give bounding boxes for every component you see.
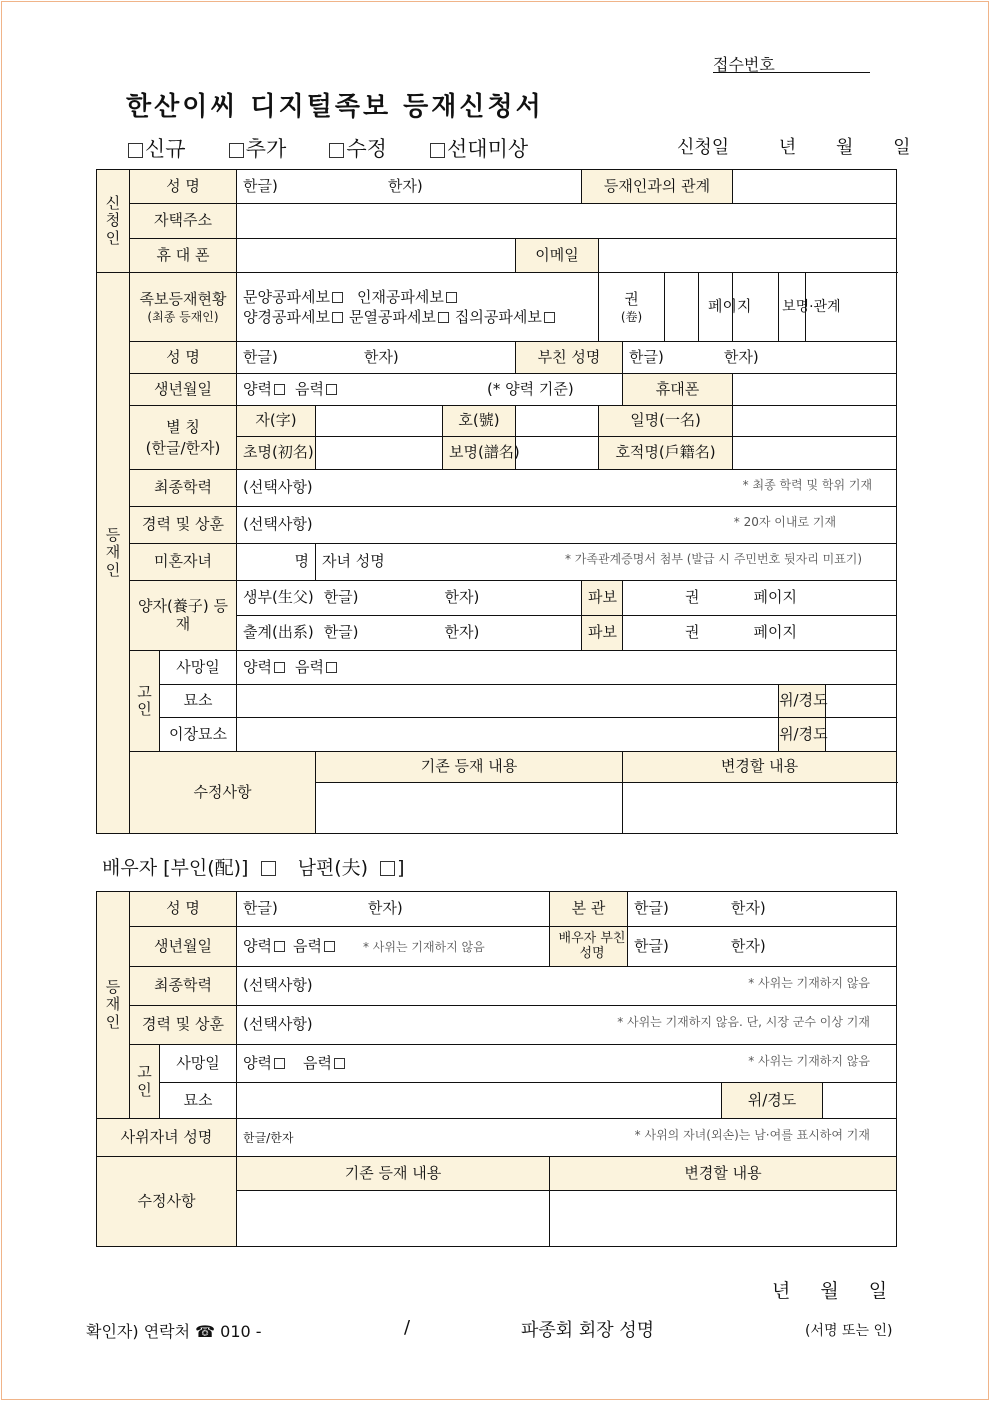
checkbox[interactable]: [128, 143, 143, 158]
spouse-form-table: [96, 891, 897, 1247]
spouse-new-field[interactable]: [550, 1191, 897, 1247]
checkbox[interactable]: [274, 662, 285, 673]
chairman-name-label: 파종회 회장 성명: [521, 1320, 655, 1341]
email-label: 이메일: [516, 239, 599, 273]
birth-field[interactable]: 양력 음력 (* 양력 기준): [237, 374, 623, 406]
death-date-field[interactable]: 양력 음력: [237, 651, 897, 685]
spouse-existing-label: 기존 등재 내용: [237, 1157, 550, 1191]
spouse-grave-label: 묘소: [160, 1083, 237, 1119]
spouse-education-label: 최종학력: [130, 967, 237, 1006]
genealogy-status-label: 족보등재현황 (최종 등재인): [130, 273, 237, 342]
moved-grave-coord-label: 위/경도: [779, 718, 826, 752]
type-edit[interactable]: 수정: [329, 137, 387, 161]
spouse-name-field[interactable]: 한글) 한자): [237, 892, 550, 927]
spouse-grave-coord-label: 위/경도: [722, 1083, 823, 1119]
applicant-section-label: 신청인: [97, 170, 130, 273]
bio-pabo-label: 파보: [582, 581, 623, 616]
checkbox[interactable]: [274, 1058, 285, 1069]
alias-bomyeong-field[interactable]: [516, 437, 599, 470]
education-field[interactable]: (선택사항) * 최종 학력 및 학위 기재: [237, 470, 897, 507]
spouse-existing-field[interactable]: [237, 1191, 550, 1247]
checkbox[interactable]: [274, 384, 285, 395]
career-label: 경력 및 상훈: [130, 507, 237, 544]
spouse-career-field[interactable]: (선택사항) * 사위는 기재하지 않음. 단, 시장 군수 이상 기재: [237, 1006, 897, 1045]
bio-father-field[interactable]: 생부(生父) 한글) 한자): [237, 581, 582, 616]
registrant-phone-field[interactable]: [733, 374, 897, 406]
moved-grave-coord-field[interactable]: [826, 718, 897, 752]
spouse-name-label: 성 명: [130, 892, 237, 927]
son-in-law-children-label: 사위자녀 성명: [97, 1119, 237, 1157]
registrant-section-label: 등재인: [97, 273, 130, 834]
faction-checkboxes[interactable]: 문양공파세보 인재공파세보 양경공파세보 문열공파세보 집의공파세보: [237, 273, 599, 342]
grave-coord-label: 위/경도: [779, 685, 826, 718]
spouse-birth-label: 생년월일: [130, 927, 237, 967]
bio-pabo-field[interactable]: 권 페이지: [623, 581, 897, 616]
contact-separator: /: [404, 1317, 411, 1338]
checkbox[interactable]: [324, 941, 335, 952]
spouse-deceased-label: 고인: [130, 1045, 160, 1119]
type-add[interactable]: 추가: [229, 137, 287, 161]
origin-field[interactable]: 한글) 한자): [628, 892, 897, 927]
type-unknown-ancestor[interactable]: 선대미상: [430, 137, 528, 161]
checkbox[interactable]: [334, 1058, 345, 1069]
checkbox[interactable]: [430, 143, 445, 158]
husband-checkbox[interactable]: [380, 861, 395, 876]
spouse-death-label: 사망일: [160, 1045, 237, 1083]
wife-checkbox[interactable]: [261, 861, 276, 876]
spouse-birth-field[interactable]: 양력 음력 * 사위는 기재하지 않음: [237, 927, 550, 967]
unmarried-children-label: 미혼자녀: [130, 544, 237, 581]
alias-bomyeong-label: 보명(譜名): [443, 437, 516, 470]
footer-date: 년 월 일: [772, 1280, 888, 1302]
volume-label: 권 (卷): [599, 273, 665, 342]
email-field[interactable]: [599, 239, 897, 273]
career-field[interactable]: (선택사항) * 20자 이내로 기재: [237, 507, 897, 544]
confirmer-contact: 확인자) 연락처 ☎ 010 -: [86, 1322, 262, 1341]
receipt-label: 접수번호: [713, 55, 775, 74]
address-field[interactable]: [237, 204, 897, 239]
alias-ilmyeong-field[interactable]: [733, 406, 897, 437]
alias-ho-field[interactable]: [516, 406, 599, 437]
moved-grave-label: 이장묘소: [160, 718, 237, 752]
registrant-phone-label: 휴대폰: [623, 374, 733, 406]
spouse-father-field[interactable]: 한글) 한자): [628, 927, 897, 967]
checkbox[interactable]: [332, 292, 343, 303]
alias-chomyeong-label: 초명(初名): [237, 437, 316, 470]
checkbox[interactable]: [332, 312, 343, 323]
birth-label: 생년월일: [130, 374, 237, 406]
checkbox[interactable]: [229, 143, 244, 158]
alias-registry-name-label: 호적명(戶籍名): [599, 437, 733, 470]
existing-content-label: 기존 등재 내용: [316, 752, 623, 783]
alias-chomyeong-field[interactable]: [316, 437, 443, 470]
form-title: 한산이씨 디지털족보 등재신청서: [126, 92, 544, 122]
page-label: 페이지: [699, 273, 733, 342]
receipt-number-field[interactable]: [713, 72, 870, 73]
address-label: 자택주소: [130, 204, 237, 239]
moved-grave-field[interactable]: [237, 718, 779, 752]
applicant-phone-label: 휴 대 폰: [130, 239, 237, 273]
spouse-grave-coord-field[interactable]: [823, 1083, 897, 1119]
spouse-new-label: 변경할 내용: [550, 1157, 897, 1191]
spouse-revision-label: 수정사항: [97, 1157, 237, 1247]
alias-ho-label: 호(號): [443, 406, 516, 437]
checkbox[interactable]: [446, 292, 457, 303]
unmarried-names-field[interactable]: 자녀 성명 * 가족관계증명서 첨부 (발급 시 주민번호 뒷자리 미표기): [316, 544, 897, 581]
applicant-name-label: 성 명: [130, 170, 237, 204]
father-name-field[interactable]: 한글) 한자): [623, 342, 897, 374]
registrant-name-label: 성 명: [130, 342, 237, 374]
death-date-label: 사망일: [160, 651, 237, 685]
relation-field[interactable]: [733, 170, 897, 204]
son-in-law-children-field[interactable]: 한글/한자 * 사위의 자녀(외손)는 남·여를 표시하여 기재: [237, 1119, 897, 1157]
registrant-form-table: [96, 169, 897, 834]
bobo-relation-label: 보명·관계: [779, 273, 806, 342]
deceased-label: 고인: [130, 651, 160, 752]
alias-label: 별 칭 (한글/한자): [130, 406, 237, 470]
volume-field[interactable]: [665, 273, 699, 342]
adoptive-pabo-field[interactable]: 권 페이지: [623, 616, 897, 651]
relation-label: 등재인과의 관계: [582, 170, 733, 204]
checkbox[interactable]: [274, 941, 285, 952]
checkbox[interactable]: [326, 662, 337, 673]
applicant-name-field[interactable]: 한글) 한자): [237, 170, 582, 204]
checkbox[interactable]: [544, 312, 555, 323]
spouse-career-label: 경력 및 상훈: [130, 1006, 237, 1045]
education-label: 최종학력: [130, 470, 237, 507]
spouse-education-field[interactable]: (선택사항) * 사위는 기재하지 않음: [237, 967, 897, 1006]
checkbox[interactable]: [438, 312, 449, 323]
apply-date: 신청일 년 월 일: [677, 137, 911, 158]
adoptive-field[interactable]: 출계(出系) 한글) 한자): [237, 616, 582, 651]
revision-label: 수정사항: [130, 752, 316, 834]
grave-label: 묘소: [160, 685, 237, 718]
grave-field[interactable]: [237, 685, 779, 718]
origin-label: 본 관: [550, 892, 628, 927]
alias-registry-name-field[interactable]: [733, 437, 897, 470]
father-name-label: 부친 성명: [516, 342, 623, 374]
spouse-heading: 배우자 [부인(配)] 남편(夫) ]: [102, 857, 405, 879]
type-new[interactable]: 신규: [128, 137, 186, 161]
adoption-label: 양자(養子) 등재: [130, 581, 237, 651]
existing-content-field[interactable]: [316, 783, 623, 834]
new-content-field[interactable]: [623, 783, 897, 834]
checkbox[interactable]: [329, 143, 344, 158]
alias-ja-label: 자(字): [237, 406, 316, 437]
spouse-father-label: 배우자 부친 성명: [550, 927, 628, 967]
registrant-name-field[interactable]: 한글) 한자): [237, 342, 516, 374]
spouse-death-field[interactable]: 양력 음력 * 사위는 기재하지 않음: [237, 1045, 897, 1083]
new-content-label: 변경할 내용: [623, 752, 897, 783]
alias-ja-field[interactable]: [316, 406, 443, 437]
signature-note: (서명 또는 인): [805, 1323, 893, 1339]
spouse-section-label: 등재인: [97, 892, 130, 1119]
spouse-grave-field[interactable]: [237, 1083, 722, 1119]
applicant-phone-field[interactable]: [237, 239, 516, 273]
checkbox[interactable]: [326, 384, 337, 395]
adoptive-pabo-label: 파보: [582, 616, 623, 651]
unmarried-count-field[interactable]: 명: [237, 544, 316, 581]
alias-ilmyeong-label: 일명(一名): [599, 406, 733, 437]
request-type-options: [128, 133, 566, 163]
grave-coord-field[interactable]: [826, 685, 897, 718]
